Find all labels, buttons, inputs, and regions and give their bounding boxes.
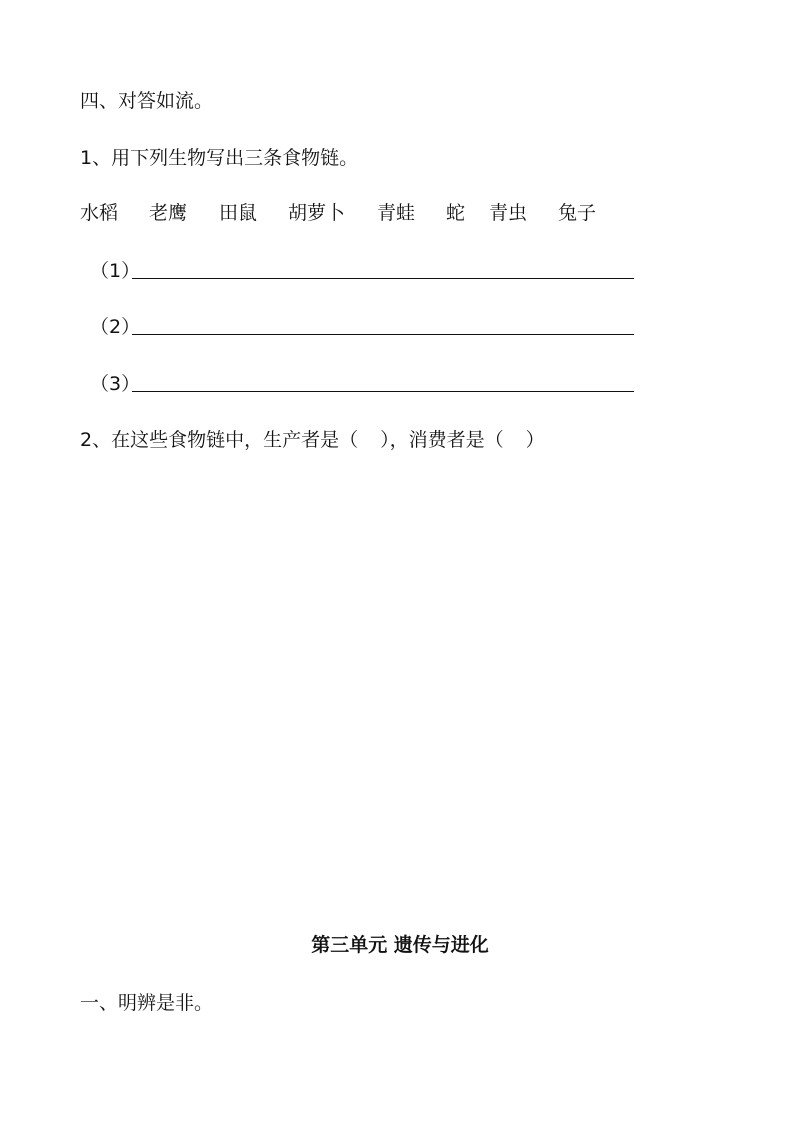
answer-blank-2 — [90, 314, 650, 344]
organism-item: 水稻 — [80, 202, 119, 224]
organism-item: 兔子 — [558, 202, 597, 224]
organism-item: 青蛙 — [377, 202, 416, 224]
question-2-part-2: ），消费者是（ — [380, 429, 504, 451]
section-title-four: 四、对答如流。 — [80, 90, 214, 112]
organism-item: 青虫 — [489, 202, 528, 224]
organism-item: 田鼠 — [219, 202, 258, 224]
organism-item: 胡萝卜 — [288, 202, 346, 224]
question-2-prompt — [80, 427, 545, 453]
blank-label: （3） — [90, 373, 141, 395]
question-1-prompt: 1、用下列生物写出三条食物链。 — [80, 147, 359, 169]
blank-label: （1） — [90, 260, 141, 282]
answer-blank-3 — [90, 371, 650, 401]
organism-item: 老鹰 — [149, 202, 188, 224]
unit-heading: 第三单元 遗传与进化 — [311, 934, 489, 956]
answer-line[interactable] — [132, 334, 634, 335]
answer-line[interactable] — [132, 391, 634, 392]
question-2-part-3: ） — [525, 429, 545, 451]
organism-item: 蛇 — [446, 202, 466, 224]
answer-line[interactable] — [132, 278, 634, 279]
question-2-part-1: 2、在这些食物链中，生产者是（ — [80, 429, 359, 451]
organism-list — [80, 200, 640, 226]
blank-label: （2） — [90, 316, 141, 338]
section-title-one: 一、明辨是非。 — [80, 992, 214, 1014]
answer-blank-1 — [90, 258, 650, 288]
